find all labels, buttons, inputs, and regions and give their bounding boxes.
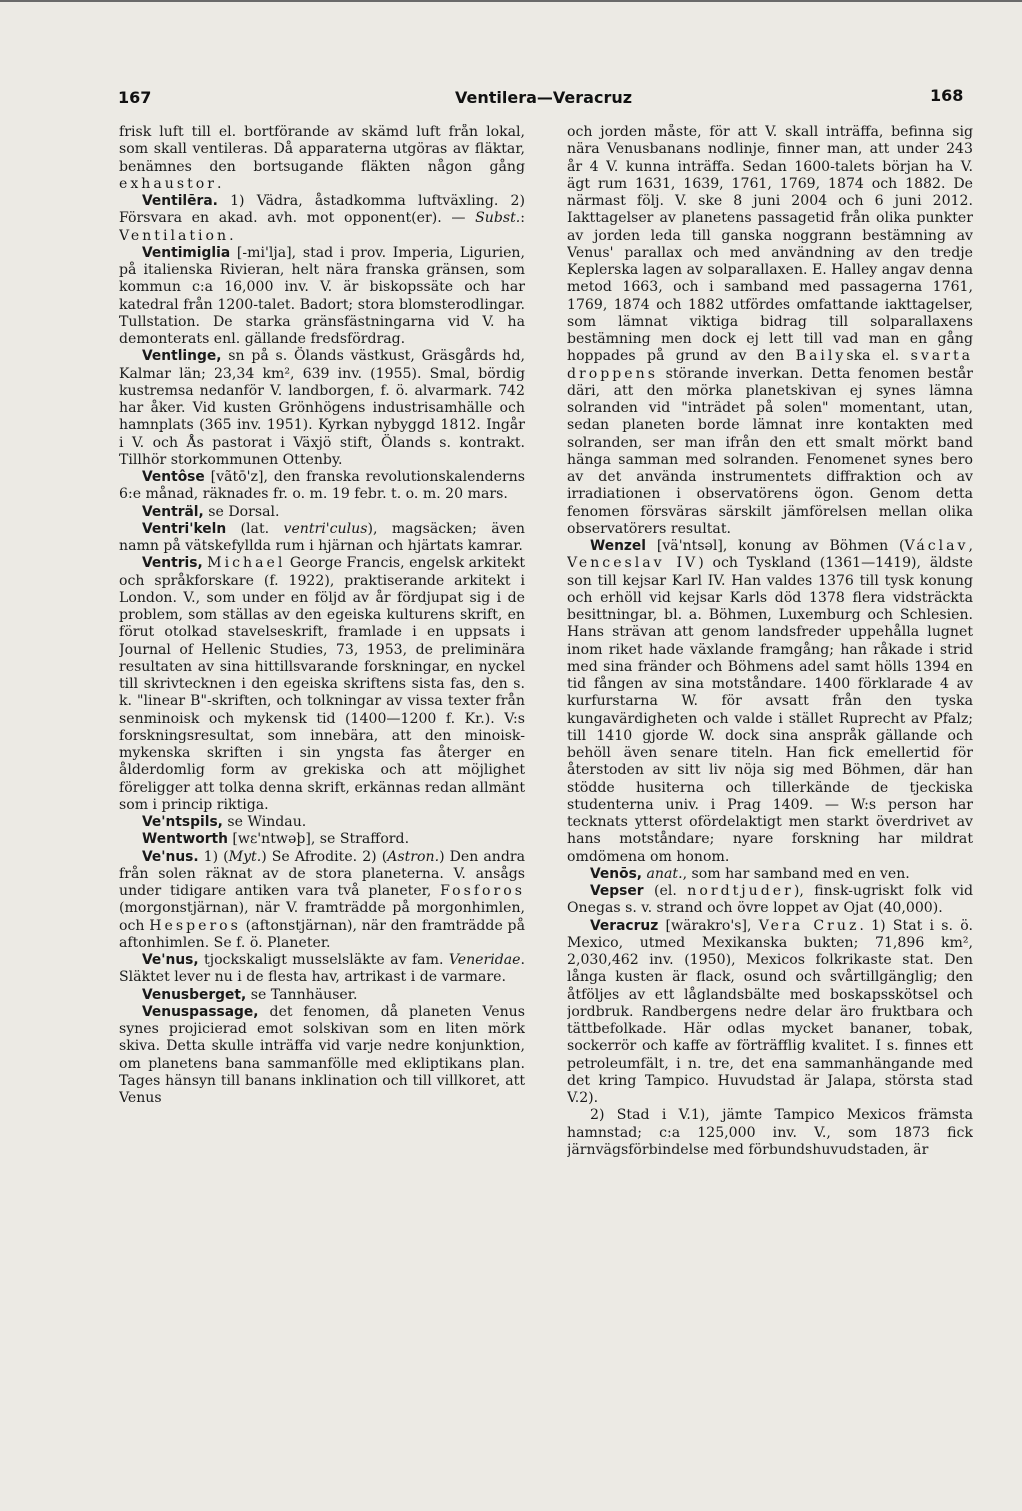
continued-paragraph: frisk luft till el. bortförande av skämd luft från lokal, som skall ventileras. Då apparaterna utgöras av fläktar, benämnes den bortsugande fläkten någon gång exhaustor. [119,124,525,192]
headword: Wentworth [142,831,228,848]
headword: Venōs, [590,865,643,882]
entry-ventose: Ventôse [vãtō'z], den franska revolutionskalenderns 6:e månad, räknades fr. o. m. 19 febr. t. o. m. 20 mars. [119,469,525,503]
headword: Venträl, [142,503,204,520]
entry-venus-astron: Ve'nus. 1) (Myt.) Se Afrodite. 2) (Astron.) Den andra från solen räknat av de stora planeterna. V. ansågs under tidigare antiken vara två planeter, Fosforos (morgonstjärnan), när V. framträdde på morgonhimlen, och Hesperos (aftonstjärnan), när den framträdde på aftonhimlen. Se f. ö. Planeter. [119,848,525,951]
continued-paragraph: och jorden måste, för att V. skall inträffa, befinna sig nära Venusbanans nodlinje, finner man, att under 243 år 4 V. kunna inträffa. Sedan 1600-talets början ha V. ägt rum 1631, 1639, 1761, 1769, 1874 och 1882. De närmast följ. V. ske 8 juni 2004 och 6 juni 2012. Iakttagelser av planetens passagetid från olika punkter av jorden leda till ganska noggrann bestämning av Venus' parallax och med användning av den tredje Keplerska lagen av solparallaxen. E. Halley angav denna metod 1663, och i samband med passagerna 1761, 1769, 1874 och 1882 utfördes omfattande iakttagelser, som lämnat viktiga bidrag till solparallaxens bestämning men dock ej lett till vad man en gång hoppades på grund av den Bailyska el. svarta droppens störande inverkan. Detta fenomen består däri, att den mörka planetskivan ej synes lämna solranden vid "inträdet på solen" momentant, utan, sedan planeten borde lämnat inre kontakten med solranden, ser man ifrån den ett smalt mörkt band hänga samman med solranden. Fenomenet synes bero av det använda instrumentets diffraktion och av irradiationen i observatörens ögon. Genom detta fenomen försväras särskilt jämförelsen mellan olika observatörers resultat. [567,124,973,537]
headword: Ventri'keln [142,520,227,537]
headword: Ve'nus. [142,848,199,865]
entry-vepser: Vepser (el. nordtjuder), finsk-ugriskt folk vid Onegas s. v. strand och övre loppet av Ojat (40,000). [567,883,973,917]
headword: Ventris, [142,555,203,572]
headword: Ventimiglia [142,244,231,261]
headword: Venuspassage, [142,1003,259,1020]
entry-venos: Venōs, anat., som har samband med en ven. [590,865,910,882]
headword: Ventlinge, [142,348,222,365]
entry-venusberget: Venusberget, se Tannhäuser. [142,986,358,1003]
entry-ventimiglia: Ventimiglia [-mi'lja], stad i prov. Imperia, Ligurien, på italienska Rivieran, helt nära franska gränsen, som kommun c:a 16,000 inv. V. är biskopssäte och har katedral från 1200-talet. Badort; stora blomsterodlingar. Tullstation. De starka gränsfästningarna vid V. ha demonterats enl. gällande fredsfördrag. [119,244,525,347]
entry-ventlinge: Ventlinge, sn på s. Ölands västkust, Gräsgårds hd, Kalmar län; 23,34 km², 639 inv. (1955). Smal, bördig kustremsa nedanför V. landborgen, f. ö. alvarmark. 742 har åker. Vid kusten Grönhögens industrisamhälle och hamnplats (365 inv. 1951). Kyrkan nybyggd 1812. Ingår i V. och Ås pastorat i Växjö stift, Ölands s. kontrakt. Tillhör storkommunen Ottenby. [119,348,525,468]
headword: Ventilēra. [142,193,218,209]
running-head-title: Ventilera—Veracruz [455,88,633,107]
entry-ventris: Ventris, Michael George Francis, engelsk arkitekt och språkforskare (f. 1922), praktiserande arkitekt i London. V., som under en följd av år fördjupat sig i de problem, som ställas av den egeiska kulturens skrift, en förut otolkad stavelseskrift, framlade i en uppsats i Journal of Hellenic Studies, 73, 1953, de preliminära resultaten av sina hittillsvarande forskningar, en nyckel till skrivtecknen i den egeiska skriftens sista fas, den s. k. "linear B"-skriften, och tolkningar av vissa texter från senminoisk och mykensk tid (1400—1200 f. Kr.). V:s forskningsresultat, som innebära, att den minoisk-mykenska skriften i sin yngsta fas återger en ålderdomlig form av grekiska och att möjlighet föreligger att tolka denna skrift, erkännas redan allmänt som i princip riktiga. [119,555,525,813]
entry-wentworth: Wentworth [wε'ntwəþ], se Strafford. [142,831,410,848]
headword: Veracruz [590,917,659,934]
entry-venus-mussel: Ve'nus, tjockskaligt musselsläkte av fam. Veneridae. Släktet lever nu i de flesta hav, artrikast i de varmare. [119,952,525,986]
entry-ventspils: Ve'ntspils, se Windau. [142,814,307,830]
page-number-right: 168 [930,86,964,105]
page-top-edge [0,0,1022,2]
entry-veracruz-city: 2) Stad i V.1), jämte Tampico Mexicos främsta hamnstad; c:a 125,000 inv. V., som 1873 fick järnvägsförbindelse med förbundshuvudstaden, är [567,1107,973,1158]
entry-ventilera: Ventilēra. 1) Vädra, åstadkomma luftväxling. 2) Försvara en akad. avh. mot opponent(er). — Subst.: Ventilation. [119,193,525,244]
page-number-left: 167 [118,88,152,107]
headword: Vepser [590,883,644,899]
entry-ventral: Venträl, se Dorsal. [142,503,280,520]
right-column [567,124,973,1494]
headword: Ve'nus, [142,952,199,968]
headword: Wenzel [590,538,647,554]
left-column [119,124,525,1494]
headword: Ventôse [142,469,205,485]
entry-venuspassage: Venuspassage, det fenomen, då planeten Venus synes projicierad emot solskivan som en liten mörk skiva. Detta skulle inträffa vid varje nedre konjunktion, om planetens bana sammanfölle med ekliptikans plan. Tages hänsyn till banans inklination och till villkoret, att Venus [119,1003,525,1106]
headword: Ve'ntspils, [142,814,223,830]
entry-wenzel: Wenzel [vä'ntsəl], konung av Böhmen (Václav, Venceslav IV) och Tyskland (1361—1419), äldste son till kejsar Karl IV. Han valdes 1376 till tysk konung och erhöll vid kejsar Karls död 1378 flera vidsträckta besittningar, bl. a. Böhmen, Luxemburg och Schlesien. Hans strävan att genom landsfreder uppehålla lugnet inom riket hade växlande framgång; han råkade i strid med sina fränder och Böhmens adel samt hölls 1394 en tid fången av sina motståndare. 1400 förklarade 4 av kurfurstarna W. för avsatt från den tyska kungavärdigheten och valde i stället Ruprecht av Pfalz; till 1410 gjorde W. dock sina anspråk gällande och behöll även senare titeln. Han fick emellertid för återstoden av sitt liv nöja sig med Böhmen, där han stödde husiterna och tillerkände de tjeckiska studenterna univ. i Prag 1409. — W:s person har tecknats ytterst ofördelaktigt men starkt överdrivet av hans motståndare; nyare forskning har mildrat omdömena om honom. [567,538,973,865]
headword: Venusberget, [142,986,247,1003]
entry-veracruz: Veracruz [wärakro's], Vera Cruz. 1) Stat i s. ö. Mexico, utmed Mexikanska bukten; 71,896 km², 2,030,462 inv. (1950), Mexicos folkrikaste stat. Den långa kusten är flack, osund och svårtillgänglig; den åtföljes av ett låglandsbälte med boskapsskötsel och jordbruk. Randbergens nedre delar äro fruktbara och tättbefolkade. Här odlas mycket bananer, tobak, sockerrör och kaffe av förträfflig kvalitet. I s. finnes ett petroleumfält, i n. tre, det ena sammanhängande med det kring Tampico. Huvudstad är Jalapa, största stad V.2). [567,917,973,1106]
entry-ventrikeln: Ventri'keln (lat. ventri'culus), magsäcken; även namn på vätskefyllda rum i hjärnan och hjärtats kamrar. [119,520,525,554]
